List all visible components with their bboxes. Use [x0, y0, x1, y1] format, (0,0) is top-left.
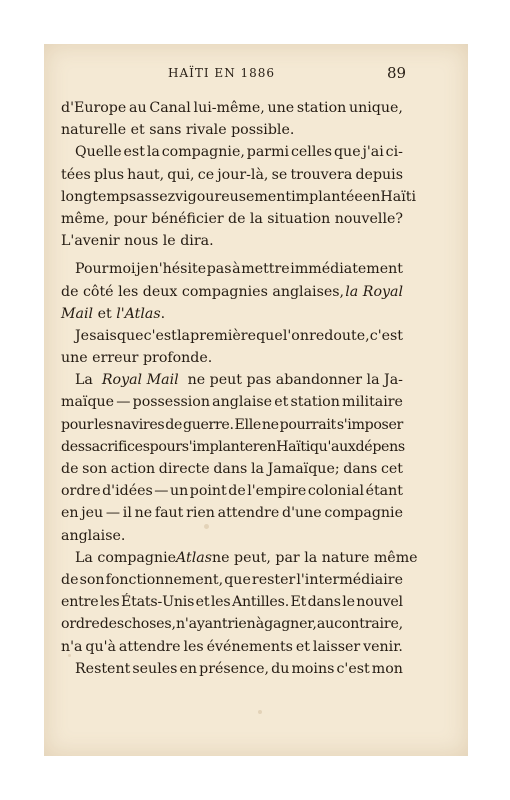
word: même,: [61, 210, 110, 227]
word: qu'aux: [309, 438, 356, 455]
word: rester: [251, 571, 296, 588]
word: qui,: [167, 166, 195, 183]
word: de: [228, 210, 246, 227]
running-title: HAÏTI EN 1886: [168, 66, 276, 80]
word: pas: [206, 261, 232, 278]
word: Je: [75, 327, 90, 344]
word: la: [146, 144, 160, 161]
word: —: [105, 505, 121, 522]
text-line: [61, 391, 403, 413]
word: son: [79, 571, 105, 588]
word: compagnie: [324, 505, 403, 522]
line-text: ne peut, par la nature même: [212, 549, 418, 566]
word: première: [190, 327, 256, 344]
word: Haïti: [380, 188, 416, 205]
word: s'imposer: [336, 416, 403, 433]
text-line: [61, 258, 403, 280]
word: faut: [154, 505, 184, 522]
word: se: [271, 166, 288, 183]
word: vigoureusement: [175, 188, 292, 205]
word: en: [179, 660, 198, 677]
word: en: [362, 188, 381, 205]
word: ordre: [61, 483, 101, 500]
word: fonctionnement,: [105, 571, 224, 588]
word: possession: [132, 394, 210, 411]
italic-name: la Royal: [345, 283, 403, 300]
text-line: [61, 281, 403, 303]
word: jour-là,: [217, 166, 269, 183]
word: l'empire: [247, 483, 307, 500]
word: présence,: [199, 660, 270, 677]
word: point: [189, 483, 227, 500]
text-line: [61, 230, 403, 252]
word: navires: [114, 416, 165, 433]
word: c'est: [143, 327, 177, 344]
word: et: [195, 594, 210, 611]
word: étant: [365, 483, 403, 500]
word: d'une: [282, 505, 322, 522]
word: l'on: [282, 327, 309, 344]
body-text: [61, 97, 418, 680]
line-text: une erreur profonde.: [61, 350, 213, 367]
word: de: [165, 416, 183, 433]
word: ordre: [61, 616, 100, 633]
word: —: [116, 394, 131, 411]
word: les: [99, 594, 120, 611]
word: en: [259, 438, 277, 455]
word: Elle: [234, 416, 261, 433]
italic-name: Mail: [61, 305, 94, 322]
word: choses,: [124, 616, 176, 633]
line-text: .: [160, 305, 166, 322]
text-line: [61, 591, 403, 613]
line-text: La: [75, 372, 93, 389]
word: ne: [134, 505, 153, 522]
word: moi: [109, 261, 136, 278]
word: gagner,: [264, 616, 317, 633]
line-text: L'avenir nous le dira.: [61, 233, 214, 250]
word: le: [342, 594, 355, 611]
word: nouvelle?: [334, 210, 403, 227]
word: —: [154, 483, 169, 500]
text-line: [61, 414, 403, 436]
text-line: [61, 436, 403, 458]
line-text: naturelle et sans rivale possible.: [61, 122, 295, 139]
word: Quelle: [75, 144, 122, 161]
word: longtemps: [61, 188, 137, 205]
word: dans: [343, 461, 378, 477]
word: entre: [61, 594, 99, 611]
word: la: [250, 461, 264, 477]
word: lui-même,: [193, 100, 265, 116]
word: implantée: [291, 188, 363, 205]
text-line: [61, 97, 403, 119]
word: cet: [380, 461, 403, 477]
word: dépens: [355, 438, 405, 455]
word: Pour: [75, 261, 109, 278]
word: est: [123, 144, 145, 161]
word: immédiatement: [290, 261, 403, 278]
word: un: [169, 483, 189, 500]
word: c'est: [369, 327, 403, 344]
word: c'est: [336, 660, 370, 677]
word: compagnie,: [161, 144, 245, 161]
word: l'intermédiaire: [296, 571, 403, 588]
word: maïque: [61, 394, 115, 411]
word: il: [122, 505, 132, 522]
word: que: [224, 571, 251, 588]
text-line: [61, 636, 403, 658]
italic-name: Atlas: [176, 549, 213, 566]
word: trouvera: [290, 166, 353, 183]
word: seules: [132, 660, 178, 677]
line-text: et: [97, 305, 112, 322]
word: plus: [93, 166, 124, 183]
word: colonial: [307, 483, 365, 500]
text-line: [61, 458, 403, 480]
text-line: [61, 303, 403, 325]
word: et: [295, 638, 310, 655]
word: mettre: [241, 261, 290, 278]
text-line: [61, 613, 403, 635]
word: n'ayant: [175, 616, 228, 633]
text-line: [61, 186, 416, 208]
text-line: [61, 547, 418, 569]
word: de: [61, 461, 79, 477]
word: situation: [267, 210, 331, 227]
word: s'implanter: [181, 438, 260, 455]
line-text: de côté les deux compagnies anglaises,: [61, 283, 345, 300]
word: jeu: [81, 505, 104, 522]
italic-name: l'Atlas: [116, 305, 161, 322]
text-line: [61, 164, 403, 186]
word: États-Unis: [120, 594, 195, 611]
word: sais: [89, 327, 117, 344]
text-line: [61, 325, 403, 347]
word: les: [94, 416, 114, 433]
word: n'hésite: [149, 261, 207, 278]
italic-name: Royal Mail: [101, 372, 179, 389]
word: n'a: [61, 638, 83, 655]
word: que: [116, 327, 144, 344]
word: depuis: [355, 166, 403, 183]
word: Canal: [149, 100, 191, 116]
word: au: [129, 100, 147, 116]
word: directe: [158, 461, 210, 477]
word: qu'à: [85, 638, 116, 655]
text-line: [61, 347, 403, 369]
word: Restent: [75, 660, 131, 677]
word: pour: [113, 210, 148, 227]
text-line: [61, 502, 403, 524]
word: la: [249, 210, 263, 227]
word: de: [228, 483, 246, 500]
text-line: [61, 369, 403, 391]
word: ce: [197, 166, 215, 183]
word: en: [61, 505, 79, 522]
word: rien: [186, 505, 215, 522]
word: station: [296, 100, 347, 116]
word: des: [99, 616, 124, 633]
word: contraire,: [334, 616, 403, 633]
text-line: [61, 208, 403, 230]
word: son: [82, 461, 108, 477]
word: ne: [261, 416, 279, 433]
word: événements: [206, 638, 293, 655]
word: haut,: [127, 166, 165, 183]
word: tées: [61, 166, 91, 183]
line-text: La compagnie: [75, 549, 177, 566]
word: assez: [136, 188, 176, 205]
word: je: [136, 261, 149, 278]
word: d'Europe: [61, 100, 127, 116]
line-text: anglaise.: [61, 527, 126, 544]
word: mon: [371, 660, 403, 677]
text-line: [61, 569, 403, 591]
word: à: [232, 261, 241, 278]
word: pour: [61, 416, 94, 433]
word: guerre.: [182, 416, 234, 433]
word: pour: [149, 438, 182, 455]
word: la: [177, 327, 191, 344]
text-line: [61, 658, 403, 680]
word: attendre: [217, 505, 280, 522]
word: rien: [227, 616, 256, 633]
text-line: [61, 119, 403, 141]
word: bénéficier: [151, 210, 224, 227]
word: venir.: [363, 638, 403, 655]
word: et: [274, 394, 289, 411]
word: du: [271, 660, 290, 677]
word: de: [61, 571, 79, 588]
page-number: 89: [387, 64, 407, 82]
word: Et: [290, 594, 307, 611]
word: pourrait: [279, 416, 336, 433]
word: anglaise: [212, 394, 273, 411]
word: celles: [290, 144, 333, 161]
word: station: [290, 394, 340, 411]
text-line: [61, 525, 403, 547]
word: unique,: [349, 100, 403, 116]
word: dans: [213, 461, 248, 477]
word: laisser: [312, 638, 361, 655]
word: les: [210, 594, 231, 611]
word: action: [110, 461, 156, 477]
word: militaire: [342, 394, 403, 411]
word: redoute,: [309, 327, 370, 344]
word: une: [267, 100, 295, 116]
word: au: [316, 616, 335, 633]
word: Antilles.: [231, 594, 290, 611]
word: attendre: [118, 638, 181, 655]
text-line: [61, 141, 403, 163]
word: des: [61, 438, 85, 455]
word: nouvel: [356, 594, 403, 611]
line-text: ne peut pas abandonner la Ja-: [187, 372, 403, 389]
word: les: [183, 638, 204, 655]
word: dans: [307, 594, 341, 611]
word: à: [255, 616, 264, 633]
word: ci-: [385, 144, 403, 161]
word: sacrifices: [84, 438, 150, 455]
word: Jamaïque;: [267, 461, 340, 477]
word: d'idées: [102, 483, 153, 500]
word: moins: [291, 660, 335, 677]
word: Haïti: [276, 438, 310, 455]
paper-spot: [258, 710, 262, 714]
word: que: [333, 144, 361, 161]
word: que: [256, 327, 283, 344]
word: parmi: [246, 144, 290, 161]
text-line: [61, 480, 403, 502]
word: j'ai: [362, 144, 384, 161]
running-header: [0, 64, 510, 84]
